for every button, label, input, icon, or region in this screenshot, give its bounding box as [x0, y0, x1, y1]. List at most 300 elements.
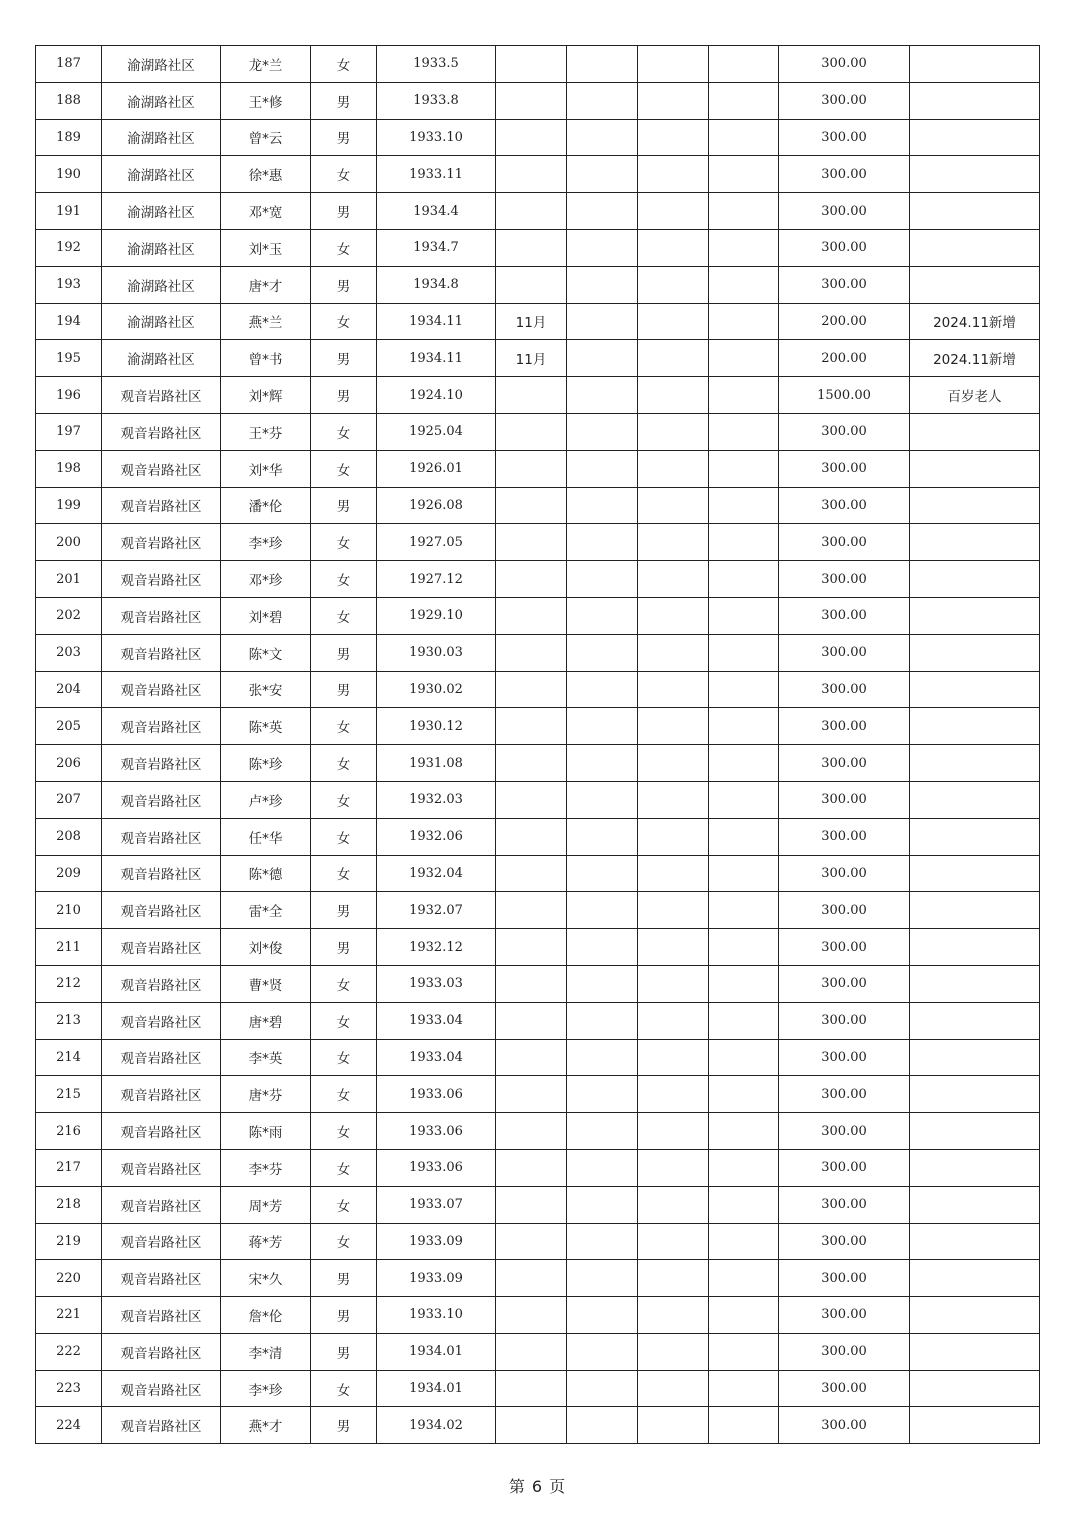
cell-note	[910, 855, 1040, 892]
cell-birth-date: 1932.04	[377, 855, 496, 892]
cell-blank-col-7	[567, 929, 638, 966]
page-number: 第 6 页	[508, 1477, 567, 1496]
cell-start-month	[496, 781, 567, 818]
table-row	[36, 487, 1040, 524]
cell-birth-date: 1934.11	[377, 340, 496, 377]
cell-community: 观音岩路社区	[102, 1113, 221, 1150]
cell-blank-col-7	[567, 303, 638, 340]
cell-blank-col-7	[567, 340, 638, 377]
cell-birth-date: 1930.03	[377, 634, 496, 671]
cell-blank-col-9	[709, 487, 779, 524]
cell-amount: 300.00	[779, 892, 910, 929]
cell-blank-col-8	[638, 1260, 709, 1297]
cell-name: 周*芳	[221, 1186, 311, 1223]
cell-community: 观音岩路社区	[102, 1370, 221, 1407]
cell-blank-col-8	[638, 1186, 709, 1223]
cell-gender: 男	[311, 1260, 377, 1297]
cell-name: 卢*珍	[221, 781, 311, 818]
cell-birth-date: 1933.11	[377, 156, 496, 193]
cell-blank-col-7	[567, 524, 638, 561]
cell-blank-col-7	[567, 892, 638, 929]
cell-start-month	[496, 1333, 567, 1370]
cell-name: 曾*云	[221, 119, 311, 156]
cell-blank-col-7	[567, 1260, 638, 1297]
cell-name: 刘*华	[221, 450, 311, 487]
cell-blank-col-7	[567, 82, 638, 119]
cell-gender: 男	[311, 634, 377, 671]
cell-note	[910, 1186, 1040, 1223]
cell-serial-number: 189	[36, 119, 102, 156]
cell-community: 观音岩路社区	[102, 413, 221, 450]
table-row	[36, 855, 1040, 892]
table-row	[36, 634, 1040, 671]
cell-serial-number: 205	[36, 708, 102, 745]
cell-note	[910, 781, 1040, 818]
cell-note	[910, 229, 1040, 266]
cell-community: 观音岩路社区	[102, 450, 221, 487]
cell-blank-col-8	[638, 597, 709, 634]
cell-gender: 男	[311, 1297, 377, 1334]
cell-blank-col-8	[638, 1113, 709, 1150]
cell-gender: 男	[311, 377, 377, 414]
cell-blank-col-9	[709, 82, 779, 119]
cell-blank-col-9	[709, 1370, 779, 1407]
cell-start-month	[496, 119, 567, 156]
cell-start-month	[496, 193, 567, 230]
cell-name: 唐*碧	[221, 1002, 311, 1039]
cell-amount: 300.00	[779, 1002, 910, 1039]
cell-community: 观音岩路社区	[102, 708, 221, 745]
cell-serial-number: 206	[36, 745, 102, 782]
cell-community: 观音岩路社区	[102, 671, 221, 708]
table-row	[36, 1149, 1040, 1186]
cell-blank-col-9	[709, 1002, 779, 1039]
cell-gender: 男	[311, 193, 377, 230]
cell-start-month	[496, 965, 567, 1002]
cell-community: 渝湖路社区	[102, 193, 221, 230]
recipient-table	[35, 45, 1040, 1444]
cell-blank-col-7	[567, 266, 638, 303]
cell-serial-number: 209	[36, 855, 102, 892]
cell-blank-col-9	[709, 119, 779, 156]
cell-birth-date: 1930.12	[377, 708, 496, 745]
cell-gender: 女	[311, 413, 377, 450]
cell-community: 观音岩路社区	[102, 634, 221, 671]
cell-birth-date: 1931.08	[377, 745, 496, 782]
cell-birth-date: 1924.10	[377, 377, 496, 414]
cell-blank-col-8	[638, 1370, 709, 1407]
cell-note	[910, 929, 1040, 966]
cell-blank-col-9	[709, 450, 779, 487]
cell-community: 观音岩路社区	[102, 1039, 221, 1076]
cell-community: 观音岩路社区	[102, 561, 221, 598]
cell-blank-col-8	[638, 892, 709, 929]
cell-note	[910, 745, 1040, 782]
cell-note	[910, 671, 1040, 708]
cell-blank-col-8	[638, 634, 709, 671]
cell-serial-number: 213	[36, 1002, 102, 1039]
cell-start-month	[496, 671, 567, 708]
table-row	[36, 524, 1040, 561]
cell-serial-number: 208	[36, 818, 102, 855]
cell-serial-number: 195	[36, 340, 102, 377]
cell-name: 燕*兰	[221, 303, 311, 340]
cell-blank-col-7	[567, 487, 638, 524]
cell-name: 陈*珍	[221, 745, 311, 782]
cell-blank-col-9	[709, 46, 779, 83]
cell-gender: 男	[311, 1333, 377, 1370]
cell-name: 张*安	[221, 671, 311, 708]
cell-birth-date: 1934.8	[377, 266, 496, 303]
cell-community: 渝湖路社区	[102, 82, 221, 119]
cell-blank-col-8	[638, 745, 709, 782]
table-row	[36, 671, 1040, 708]
cell-birth-date: 1930.02	[377, 671, 496, 708]
cell-blank-col-8	[638, 524, 709, 561]
cell-serial-number: 219	[36, 1223, 102, 1260]
table-row	[36, 266, 1040, 303]
cell-start-month	[496, 46, 567, 83]
cell-gender: 女	[311, 708, 377, 745]
cell-birth-date: 1926.08	[377, 487, 496, 524]
cell-blank-col-7	[567, 1333, 638, 1370]
cell-amount: 300.00	[779, 561, 910, 598]
cell-start-month	[496, 377, 567, 414]
cell-gender: 女	[311, 1149, 377, 1186]
cell-serial-number: 198	[36, 450, 102, 487]
cell-gender: 女	[311, 818, 377, 855]
cell-start-month	[496, 487, 567, 524]
cell-note	[910, 965, 1040, 1002]
cell-blank-col-8	[638, 1333, 709, 1370]
cell-birth-date: 1933.09	[377, 1260, 496, 1297]
cell-blank-col-8	[638, 1002, 709, 1039]
cell-serial-number: 218	[36, 1186, 102, 1223]
cell-start-month	[496, 82, 567, 119]
cell-gender: 女	[311, 229, 377, 266]
cell-blank-col-7	[567, 119, 638, 156]
table-row	[36, 229, 1040, 266]
cell-community: 渝湖路社区	[102, 156, 221, 193]
cell-birth-date: 1934.7	[377, 229, 496, 266]
cell-blank-col-9	[709, 1297, 779, 1334]
cell-name: 李*英	[221, 1039, 311, 1076]
cell-blank-col-8	[638, 46, 709, 83]
cell-blank-col-9	[709, 303, 779, 340]
cell-name: 李*芬	[221, 1149, 311, 1186]
cell-blank-col-7	[567, 818, 638, 855]
cell-name: 王*修	[221, 82, 311, 119]
cell-amount: 300.00	[779, 1076, 910, 1113]
cell-gender: 女	[311, 524, 377, 561]
cell-name: 燕*才	[221, 1407, 311, 1444]
cell-amount: 1500.00	[779, 377, 910, 414]
cell-name: 刘*俊	[221, 929, 311, 966]
cell-blank-col-9	[709, 193, 779, 230]
cell-gender: 女	[311, 781, 377, 818]
cell-gender: 男	[311, 892, 377, 929]
table-row	[36, 1370, 1040, 1407]
cell-blank-col-8	[638, 781, 709, 818]
cell-start-month	[496, 266, 567, 303]
cell-birth-date: 1934.4	[377, 193, 496, 230]
cell-community: 渝湖路社区	[102, 303, 221, 340]
cell-birth-date: 1933.09	[377, 1223, 496, 1260]
cell-amount: 300.00	[779, 818, 910, 855]
cell-start-month	[496, 1260, 567, 1297]
cell-note: 2024.11新增	[910, 340, 1040, 377]
cell-name: 唐*才	[221, 266, 311, 303]
cell-serial-number: 196	[36, 377, 102, 414]
cell-community: 观音岩路社区	[102, 1260, 221, 1297]
cell-start-month	[496, 229, 567, 266]
cell-blank-col-9	[709, 377, 779, 414]
cell-blank-col-8	[638, 929, 709, 966]
cell-birth-date: 1932.03	[377, 781, 496, 818]
cell-birth-date: 1933.10	[377, 1297, 496, 1334]
cell-gender: 女	[311, 1186, 377, 1223]
cell-blank-col-9	[709, 818, 779, 855]
cell-community: 观音岩路社区	[102, 892, 221, 929]
cell-serial-number: 197	[36, 413, 102, 450]
cell-amount: 300.00	[779, 1039, 910, 1076]
cell-serial-number: 220	[36, 1260, 102, 1297]
cell-blank-col-8	[638, 303, 709, 340]
cell-gender: 女	[311, 561, 377, 598]
cell-note	[910, 1113, 1040, 1150]
cell-serial-number: 203	[36, 634, 102, 671]
cell-serial-number: 215	[36, 1076, 102, 1113]
cell-birth-date: 1933.8	[377, 82, 496, 119]
cell-note	[910, 524, 1040, 561]
cell-blank-col-7	[567, 229, 638, 266]
cell-note	[910, 266, 1040, 303]
cell-birth-date: 1933.03	[377, 965, 496, 1002]
cell-blank-col-8	[638, 855, 709, 892]
cell-gender: 女	[311, 745, 377, 782]
cell-blank-col-9	[709, 1407, 779, 1444]
cell-birth-date: 1933.06	[377, 1113, 496, 1150]
cell-blank-col-8	[638, 340, 709, 377]
cell-serial-number: 216	[36, 1113, 102, 1150]
cell-serial-number: 222	[36, 1333, 102, 1370]
cell-name: 李*珍	[221, 1370, 311, 1407]
cell-name: 陈*雨	[221, 1113, 311, 1150]
cell-blank-col-7	[567, 1223, 638, 1260]
cell-blank-col-9	[709, 929, 779, 966]
cell-note	[910, 561, 1040, 598]
cell-name: 刘*碧	[221, 597, 311, 634]
cell-amount: 300.00	[779, 597, 910, 634]
cell-start-month	[496, 597, 567, 634]
cell-birth-date: 1934.11	[377, 303, 496, 340]
cell-name: 李*珍	[221, 524, 311, 561]
cell-amount: 200.00	[779, 303, 910, 340]
cell-amount: 300.00	[779, 524, 910, 561]
table-row	[36, 82, 1040, 119]
cell-blank-col-8	[638, 229, 709, 266]
cell-serial-number: 190	[36, 156, 102, 193]
cell-serial-number: 210	[36, 892, 102, 929]
cell-community: 观音岩路社区	[102, 1333, 221, 1370]
cell-gender: 女	[311, 965, 377, 1002]
cell-start-month	[496, 1186, 567, 1223]
cell-blank-col-9	[709, 745, 779, 782]
cell-blank-col-7	[567, 708, 638, 745]
cell-blank-col-9	[709, 965, 779, 1002]
cell-name: 任*华	[221, 818, 311, 855]
cell-blank-col-9	[709, 1113, 779, 1150]
cell-gender: 男	[311, 340, 377, 377]
cell-start-month	[496, 1149, 567, 1186]
cell-gender: 女	[311, 156, 377, 193]
cell-amount: 300.00	[779, 634, 910, 671]
cell-amount: 300.00	[779, 965, 910, 1002]
cell-gender: 男	[311, 82, 377, 119]
cell-blank-col-9	[709, 1039, 779, 1076]
cell-birth-date: 1932.07	[377, 892, 496, 929]
cell-start-month	[496, 1223, 567, 1260]
cell-blank-col-7	[567, 1113, 638, 1150]
cell-community: 渝湖路社区	[102, 119, 221, 156]
cell-name: 潘*伦	[221, 487, 311, 524]
cell-name: 曾*书	[221, 340, 311, 377]
cell-name: 刘*玉	[221, 229, 311, 266]
cell-name: 王*芬	[221, 413, 311, 450]
table-row	[36, 708, 1040, 745]
cell-note	[910, 1407, 1040, 1444]
cell-amount: 300.00	[779, 1149, 910, 1186]
table-body	[36, 46, 1040, 1444]
cell-amount: 300.00	[779, 1370, 910, 1407]
table-row	[36, 561, 1040, 598]
cell-serial-number: 207	[36, 781, 102, 818]
cell-name: 陈*德	[221, 855, 311, 892]
table-row	[36, 892, 1040, 929]
cell-blank-col-9	[709, 1186, 779, 1223]
cell-serial-number: 192	[36, 229, 102, 266]
table-row	[36, 1113, 1040, 1150]
cell-blank-col-7	[567, 1076, 638, 1113]
cell-blank-col-8	[638, 119, 709, 156]
cell-blank-col-7	[567, 377, 638, 414]
cell-gender: 女	[311, 1076, 377, 1113]
cell-amount: 300.00	[779, 450, 910, 487]
table-row	[36, 1407, 1040, 1444]
cell-blank-col-9	[709, 156, 779, 193]
cell-note	[910, 413, 1040, 450]
table-row	[36, 156, 1040, 193]
cell-blank-col-7	[567, 193, 638, 230]
cell-note	[910, 193, 1040, 230]
cell-serial-number: 212	[36, 965, 102, 1002]
cell-gender: 女	[311, 855, 377, 892]
cell-amount: 300.00	[779, 1333, 910, 1370]
cell-start-month	[496, 818, 567, 855]
cell-birth-date: 1927.05	[377, 524, 496, 561]
cell-blank-col-9	[709, 266, 779, 303]
cell-blank-col-7	[567, 1149, 638, 1186]
cell-community: 观音岩路社区	[102, 1149, 221, 1186]
cell-blank-col-8	[638, 1407, 709, 1444]
cell-name: 龙*兰	[221, 46, 311, 83]
cell-serial-number: 224	[36, 1407, 102, 1444]
cell-birth-date: 1933.10	[377, 119, 496, 156]
cell-note	[910, 82, 1040, 119]
table-row	[36, 46, 1040, 83]
cell-blank-col-8	[638, 1223, 709, 1260]
cell-start-month	[496, 1407, 567, 1444]
table-row	[36, 340, 1040, 377]
table-row	[36, 597, 1040, 634]
cell-blank-col-8	[638, 1039, 709, 1076]
cell-gender: 男	[311, 266, 377, 303]
cell-amount: 300.00	[779, 781, 910, 818]
cell-birth-date: 1932.12	[377, 929, 496, 966]
cell-blank-col-7	[567, 1297, 638, 1334]
cell-amount: 300.00	[779, 46, 910, 83]
cell-serial-number: 188	[36, 82, 102, 119]
cell-serial-number: 217	[36, 1149, 102, 1186]
cell-name: 刘*辉	[221, 377, 311, 414]
cell-note: 百岁老人	[910, 377, 1040, 414]
cell-serial-number: 193	[36, 266, 102, 303]
cell-amount: 300.00	[779, 1223, 910, 1260]
cell-gender: 女	[311, 1002, 377, 1039]
cell-birth-date: 1933.5	[377, 46, 496, 83]
table-row	[36, 1039, 1040, 1076]
cell-birth-date: 1925.04	[377, 413, 496, 450]
cell-note	[910, 156, 1040, 193]
cell-serial-number: 204	[36, 671, 102, 708]
cell-gender: 男	[311, 1407, 377, 1444]
table-row	[36, 119, 1040, 156]
cell-serial-number: 194	[36, 303, 102, 340]
table-row	[36, 303, 1040, 340]
cell-start-month	[496, 745, 567, 782]
table-row	[36, 929, 1040, 966]
cell-serial-number: 221	[36, 1297, 102, 1334]
cell-blank-col-7	[567, 1186, 638, 1223]
cell-birth-date: 1933.06	[377, 1149, 496, 1186]
cell-serial-number: 211	[36, 929, 102, 966]
cell-name: 詹*伦	[221, 1297, 311, 1334]
cell-serial-number: 201	[36, 561, 102, 598]
cell-birth-date: 1932.06	[377, 818, 496, 855]
cell-community: 渝湖路社区	[102, 266, 221, 303]
cell-blank-col-8	[638, 156, 709, 193]
cell-amount: 300.00	[779, 487, 910, 524]
table-row	[36, 745, 1040, 782]
cell-blank-col-7	[567, 156, 638, 193]
cell-blank-col-8	[638, 1076, 709, 1113]
cell-gender: 女	[311, 597, 377, 634]
cell-amount: 300.00	[779, 745, 910, 782]
table-row	[36, 1333, 1040, 1370]
cell-blank-col-7	[567, 634, 638, 671]
table-row	[36, 1076, 1040, 1113]
cell-blank-col-8	[638, 818, 709, 855]
cell-blank-col-8	[638, 965, 709, 1002]
cell-start-month	[496, 413, 567, 450]
cell-amount: 300.00	[779, 82, 910, 119]
cell-birth-date: 1933.04	[377, 1039, 496, 1076]
cell-blank-col-9	[709, 1223, 779, 1260]
cell-gender: 男	[311, 671, 377, 708]
table-row	[36, 781, 1040, 818]
table-row	[36, 818, 1040, 855]
cell-blank-col-7	[567, 1002, 638, 1039]
